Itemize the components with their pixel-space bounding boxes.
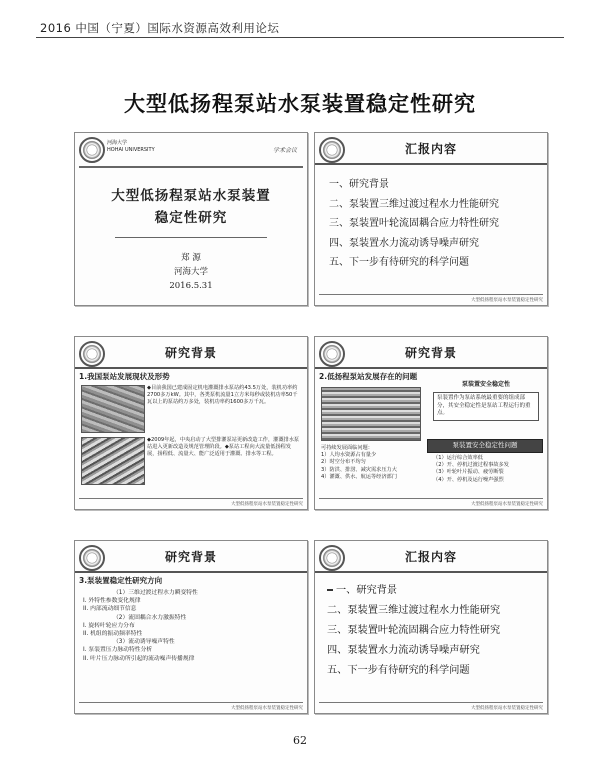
outline-list (329, 175, 499, 273)
slide-header (315, 133, 547, 165)
slide-heading: 研究背景 (164, 550, 217, 564)
slide-header (315, 541, 547, 573)
pump-station-photo (81, 385, 145, 433)
slide-subheading: 3.泵装置稳定性研究方向 (79, 576, 163, 585)
slide-heading: 研究背景 (404, 346, 457, 360)
outline-item: 五、下一步有待研究的科学问题 (327, 665, 470, 676)
list-item: （3）流动诱导噪声特性 (113, 639, 175, 646)
slide-heading: 研究背景 (164, 346, 217, 360)
slide-main-title (75, 185, 307, 229)
stability-issue-list (433, 455, 543, 484)
slide-paragraph: ◆2009年起，中央启动了大型排灌泵站更新改造工作，灌溉排水泵站进入更新改造及规范管理阶段。◆泵站工程向大流量低扬程发展，扬程低、流量大、能广泛适用于灌溉、排水等工程。 (147, 437, 300, 458)
conference-label: 学术会议 (272, 147, 297, 154)
outline-item: 三、泵装置叶轮流固耦合应力特性研究 (327, 625, 501, 636)
slide-footer: 大型低扬程泵站水泵装置稳定性研究 (471, 298, 543, 303)
date: 2016.5.31 (169, 281, 213, 291)
list-item: I. 旋转叶轮应力分布 (83, 622, 135, 629)
direction-list (83, 589, 303, 663)
slide-footer: 大型低扬程泵站水泵装置稳定性研究 (231, 502, 303, 507)
pump-station-photo (321, 387, 421, 441)
header-rule (36, 37, 564, 38)
slide-subheading: 2.低扬程泵站发展存在的问题 (319, 372, 418, 381)
outline-item: 四、泵装置水力流动诱导噪声研究 (327, 645, 480, 656)
footer-rule (319, 498, 543, 499)
slide-footer: 大型低扬程泵站水泵装置稳定性研究 (471, 502, 543, 507)
list-item: （2）流固耦合水力激振特性 (113, 614, 187, 621)
slide-subheading: 1.我国泵站发展现状及形势 (79, 372, 170, 381)
outline-item-label: 一、研究背景 (336, 585, 398, 596)
footer-rule (319, 294, 543, 295)
box-text: 泵装置作为泵站系统最重要的组成部分，其安全稳定性是泵站工程运行的重点。 (433, 392, 539, 421)
slide-footer: 大型低扬程泵站水泵装置稳定性研究 (471, 706, 543, 711)
list-item: I. 外特性参数变化规律 (83, 598, 141, 605)
box-title: 泵装置安全稳定性 (461, 381, 510, 388)
title-line: 大型低扬程泵站水泵装置 (111, 188, 271, 204)
running-header: 2016 中国（宁夏）国际水资源高效利用论坛 (40, 21, 280, 35)
outline-item: 二、泵装置三维过渡过程水力性能研究 (327, 605, 501, 616)
footer-rule (79, 702, 303, 703)
list-item: 可持续发展面临问题： (321, 445, 373, 451)
footer-rule (79, 498, 303, 499)
list-item: 1）人均水资源占有量少 (321, 452, 377, 459)
slide-paragraph: ◆目前我国已建成固定机电灌溉排水泵站约43.5万处，装机功率约2700多万kW。其中，各类泵机流量1立方米每秒或装机功率50千瓦以上的泵站约万多处，装机功率约1600多万千瓦。 (147, 385, 298, 406)
slide-outline-2 (314, 540, 548, 714)
university-name (107, 140, 155, 154)
outline-item (327, 581, 500, 601)
author-name: 郑 源 (181, 253, 201, 263)
page-number: 62 (293, 734, 307, 747)
slide-background-2 (314, 336, 548, 510)
outline-item: 五、下一步有待研究的科学问题 (329, 257, 469, 268)
slide-header (75, 541, 307, 573)
outline-item: 四、泵装置水力流动诱导噪声研究 (329, 237, 479, 249)
list-item: II. 叶片压力脉动所引起的流动噪声传播规律 (83, 655, 195, 662)
outline-item: 二、泵装置三维过渡过程水力性能研究 (329, 198, 499, 210)
list-item: （2）开、停机过渡过程事故多发 (433, 462, 509, 469)
highlight-box: 泵装置安全稳定性问题 (427, 439, 543, 453)
university-en: HOHAI UNIVERSITY (107, 147, 155, 153)
slide-footer: 大型低扬程泵站水泵装置稳定性研究 (231, 706, 303, 711)
affiliation: 河海大学 (173, 267, 208, 277)
university-logo-icon (79, 137, 105, 163)
slide-heading: 汇报内容 (404, 550, 457, 564)
current-item-marker (327, 589, 333, 591)
paper-title: 大型低扬程泵站水泵装置稳定性研究 (124, 92, 476, 116)
divider (115, 237, 267, 238)
outline-list (327, 581, 500, 681)
list-item: II. 内部流动细节信息 (83, 606, 137, 613)
slide-header (315, 337, 547, 369)
slide-research-direction (74, 540, 308, 714)
footer-rule (319, 702, 543, 703)
pump-station-photo (81, 437, 145, 485)
list-item: （4）开、停机及运行噪声强烈 (433, 476, 504, 483)
list-item: I. 泵装置压力脉动特性分析 (83, 647, 153, 654)
slide-background-1 (74, 336, 308, 510)
list-item: （3）叶轮叶片振动、疲劳断裂 (433, 469, 504, 476)
slide-title (74, 132, 308, 306)
divider (79, 166, 303, 168)
list-item: 3）防洪、排涝、减灾需求压力大 (321, 466, 397, 473)
problem-list (321, 445, 425, 481)
list-item: 2）时空分布不均匀 (321, 459, 366, 466)
list-item: 4）灌溉、供水、航运等经济部门 (321, 473, 397, 480)
outline-item: 三、泵装置叶轮流固耦合应力特性研究 (329, 218, 499, 229)
slide-heading: 汇报内容 (404, 142, 457, 156)
outline-item: 一、研究背景 (329, 179, 389, 190)
university-cn: 河海大学 (107, 140, 128, 146)
slide-header (75, 337, 307, 369)
slide-outline (314, 132, 548, 306)
list-item: II. 机组的振动频率特性 (83, 631, 143, 638)
author-block (75, 251, 307, 293)
list-item: （1）运行综合效率低 (433, 455, 483, 461)
list-item: （1）三维过渡过程水力瞬变特性 (113, 590, 198, 596)
title-line: 稳定性研究 (154, 210, 228, 226)
